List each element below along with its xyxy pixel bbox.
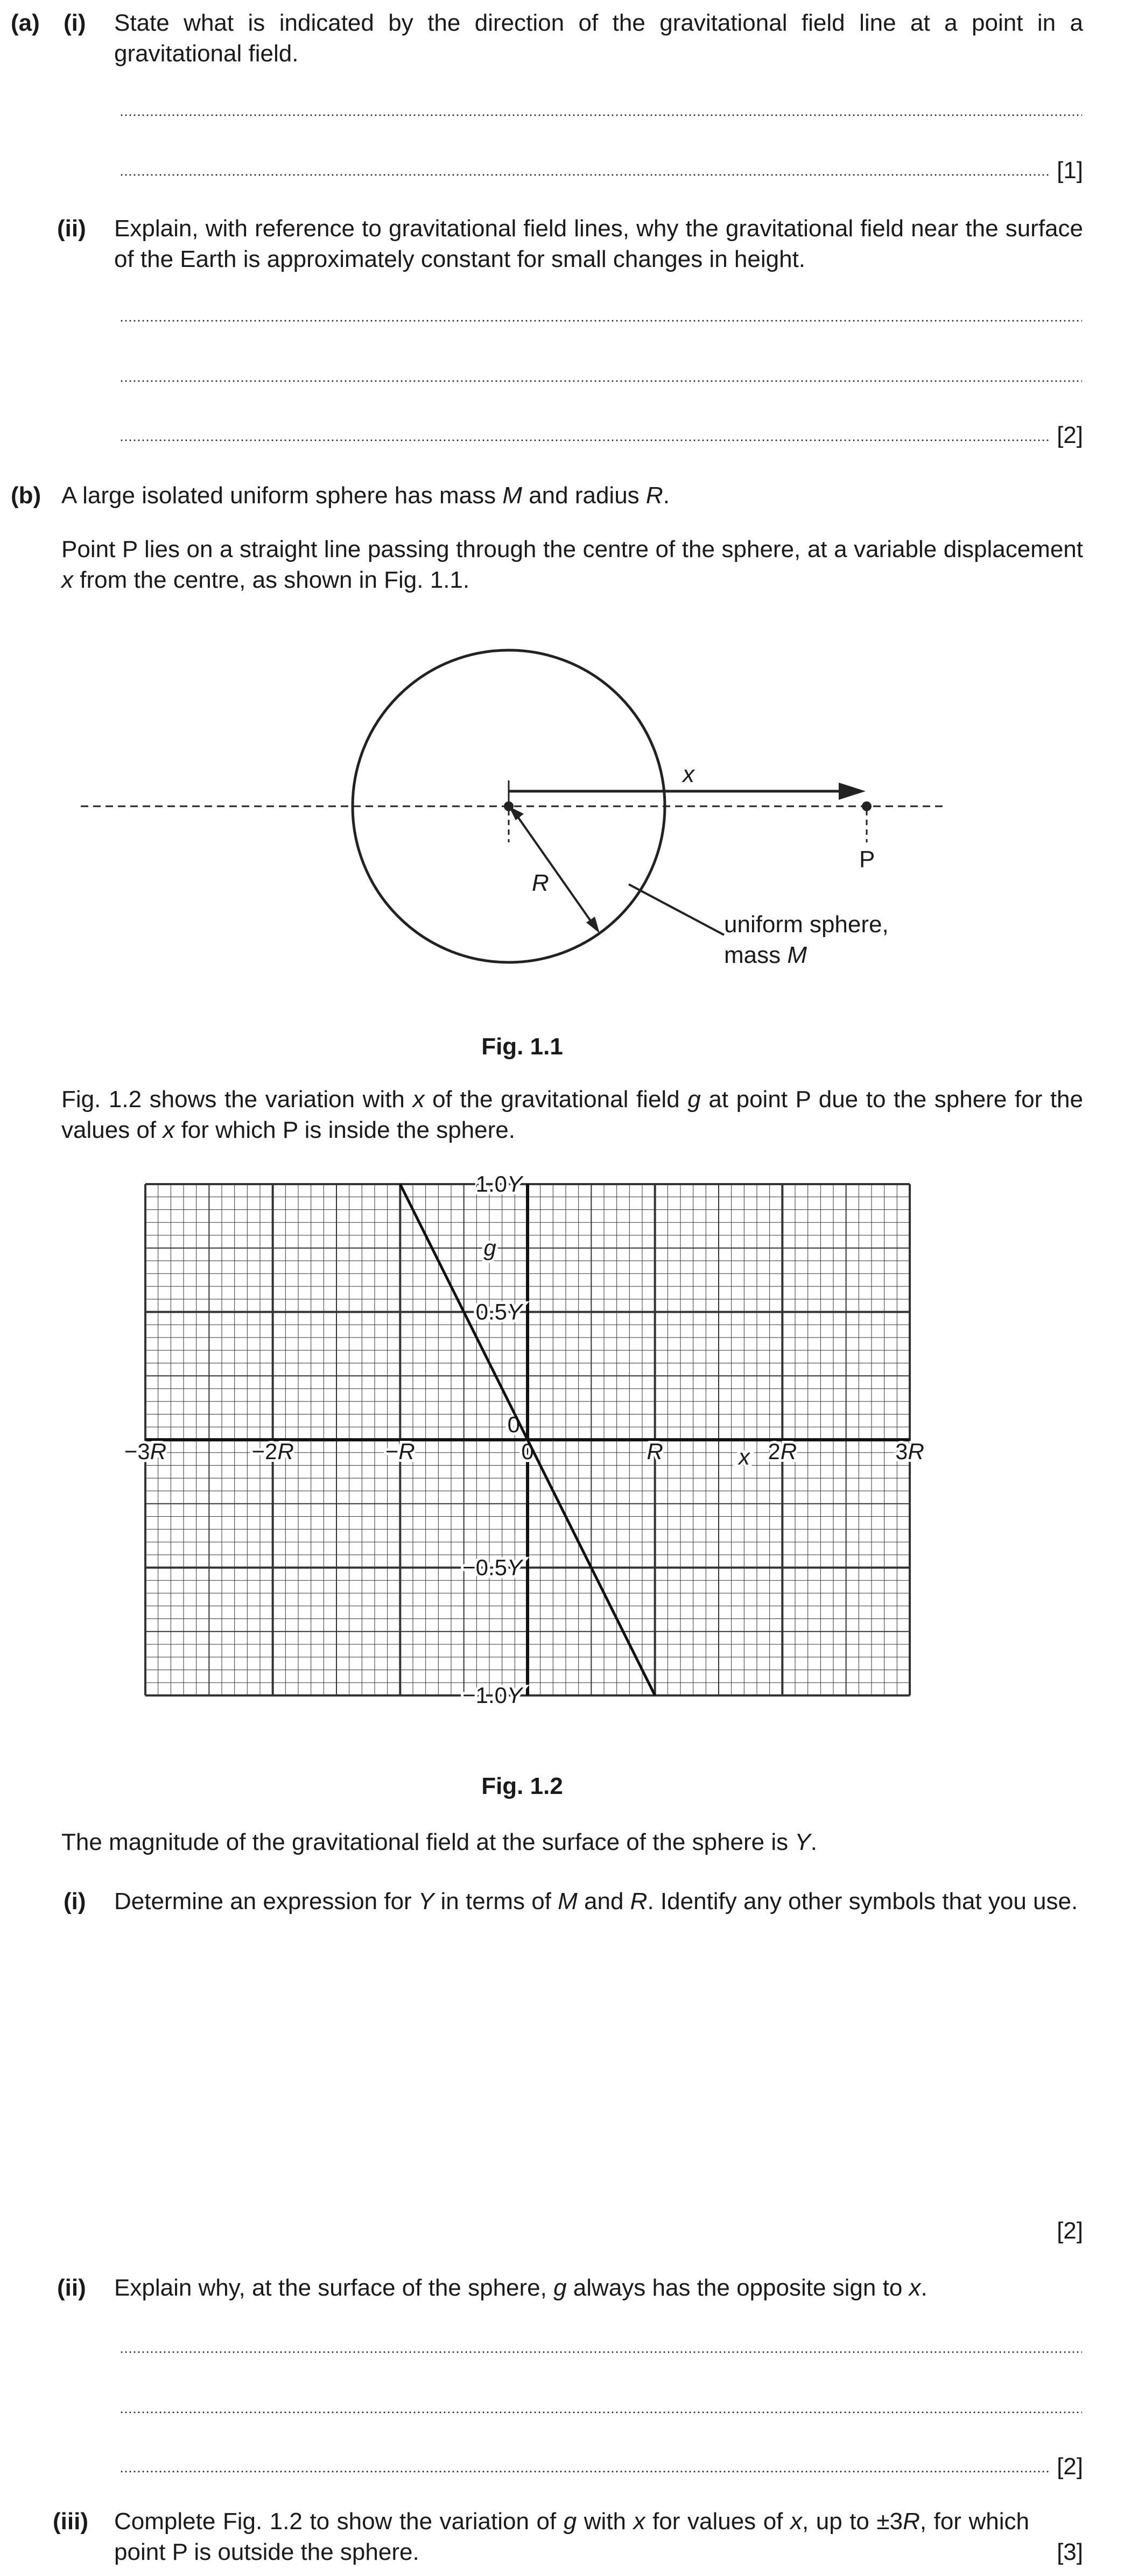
point-p-dot: [862, 801, 872, 811]
y-tick-label: −0.5Y: [462, 1554, 522, 1580]
fig2-intro: Fig. 1.2 shows the variation with x of the gravitational field g at point P due to the sphere for the values of x for which P is inside the sphere.: [61, 1086, 1083, 1143]
marks-b-ii: [2]: [1057, 2453, 1083, 2480]
part-b-point-description: Point P lies on a straight line passing through the centre of the sphere, at a variable displacement x from the centre, as shown in Fig. 1.1.: [61, 536, 1083, 593]
part-a-ii-label: (ii): [57, 215, 86, 242]
answer-line[interactable]: [120, 380, 1082, 382]
x-tick-label: −2R: [251, 1439, 294, 1464]
answer-space-b-i[interactable]: [114, 1954, 1083, 2207]
figure-1-1: [0, 619, 1131, 996]
part-b-label: (b): [11, 482, 41, 509]
r-arrowhead-start: [509, 806, 524, 820]
part-b-ii-label: (ii): [57, 2275, 86, 2301]
figure-1-2-chart[interactable]: [0, 1173, 1131, 1722]
marks-a-ii: [2]: [1057, 422, 1083, 448]
fig1-caption: Fig. 1.1: [481, 1033, 563, 1060]
x-tick-label: 0: [521, 1439, 534, 1464]
answer-line[interactable]: [120, 2471, 1049, 2473]
y-tick-label: 0: [507, 1412, 520, 1437]
x-tick-label: R: [647, 1439, 663, 1464]
fig1-x-label: x: [683, 761, 694, 787]
part-a-i-label: (i): [64, 10, 86, 36]
x-tick-label: −3R: [124, 1439, 167, 1464]
surface-statement: The magnitude of the gravitational field at the surface of the sphere is Y.: [61, 1829, 817, 1855]
r-arrow-shaft: [517, 815, 591, 921]
answer-line[interactable]: [120, 114, 1082, 116]
fig1-r-label: R: [532, 870, 549, 896]
part-a-ii-question: Explain, with reference to gravitational field lines, why the gravitational field near the surface of the Earth is approximately constant for small changes in height.: [114, 215, 1083, 272]
marks-b-iii: [3]: [1057, 2539, 1083, 2565]
part-b-intro: A large isolated uniform sphere has mass M and radius R.: [61, 482, 670, 509]
answer-line[interactable]: [120, 439, 1049, 441]
part-a-i-question: State what is indicated by the direction of the gravitational field line at a point in a gravitational field.: [114, 10, 1083, 67]
fig2-caption: Fig. 1.2: [481, 1773, 563, 1799]
part-b-i-question: Determine an expression for Y in terms of M and R. Identify any other symbols that you use.: [114, 1888, 1078, 1915]
answer-line[interactable]: [120, 2351, 1082, 2353]
marks-b-i: [2]: [1057, 2218, 1083, 2244]
part-a-label: (a): [11, 10, 40, 36]
y-tick-label: −1.0Y: [462, 1683, 522, 1708]
fig1-sphere-label: uniform sphere, mass M: [724, 911, 889, 968]
part-b-iii-question: Complete Fig. 1.2 to show the variation of g with x for values of x, up to ±3R, for which point P is outside the sphere.: [114, 2508, 1029, 2565]
x-arrowhead: [839, 783, 866, 800]
fig1-p-label: P: [859, 846, 875, 872]
x-axis-label: x: [738, 1444, 750, 1469]
y-tick-label: 1.0Y: [475, 1173, 522, 1196]
answer-line[interactable]: [120, 2411, 1082, 2413]
answer-line[interactable]: [120, 174, 1049, 176]
x-tick-label: 2R: [768, 1439, 797, 1464]
y-axis-label: g: [483, 1235, 496, 1261]
part-b-iii-label: (iii): [53, 2508, 88, 2535]
sphere-label-leader: [629, 884, 724, 935]
x-tick-label: −R: [385, 1439, 415, 1464]
y-tick-label: 0.5Y: [475, 1299, 522, 1325]
answer-line[interactable]: [120, 320, 1082, 322]
part-b-ii-question: Explain why, at the surface of the sphere, g always has the opposite sign to x.: [114, 2275, 928, 2301]
part-b-i-label: (i): [64, 1888, 86, 1915]
marks-a-i: [1]: [1057, 157, 1083, 184]
x-tick-label: 3R: [895, 1439, 924, 1464]
